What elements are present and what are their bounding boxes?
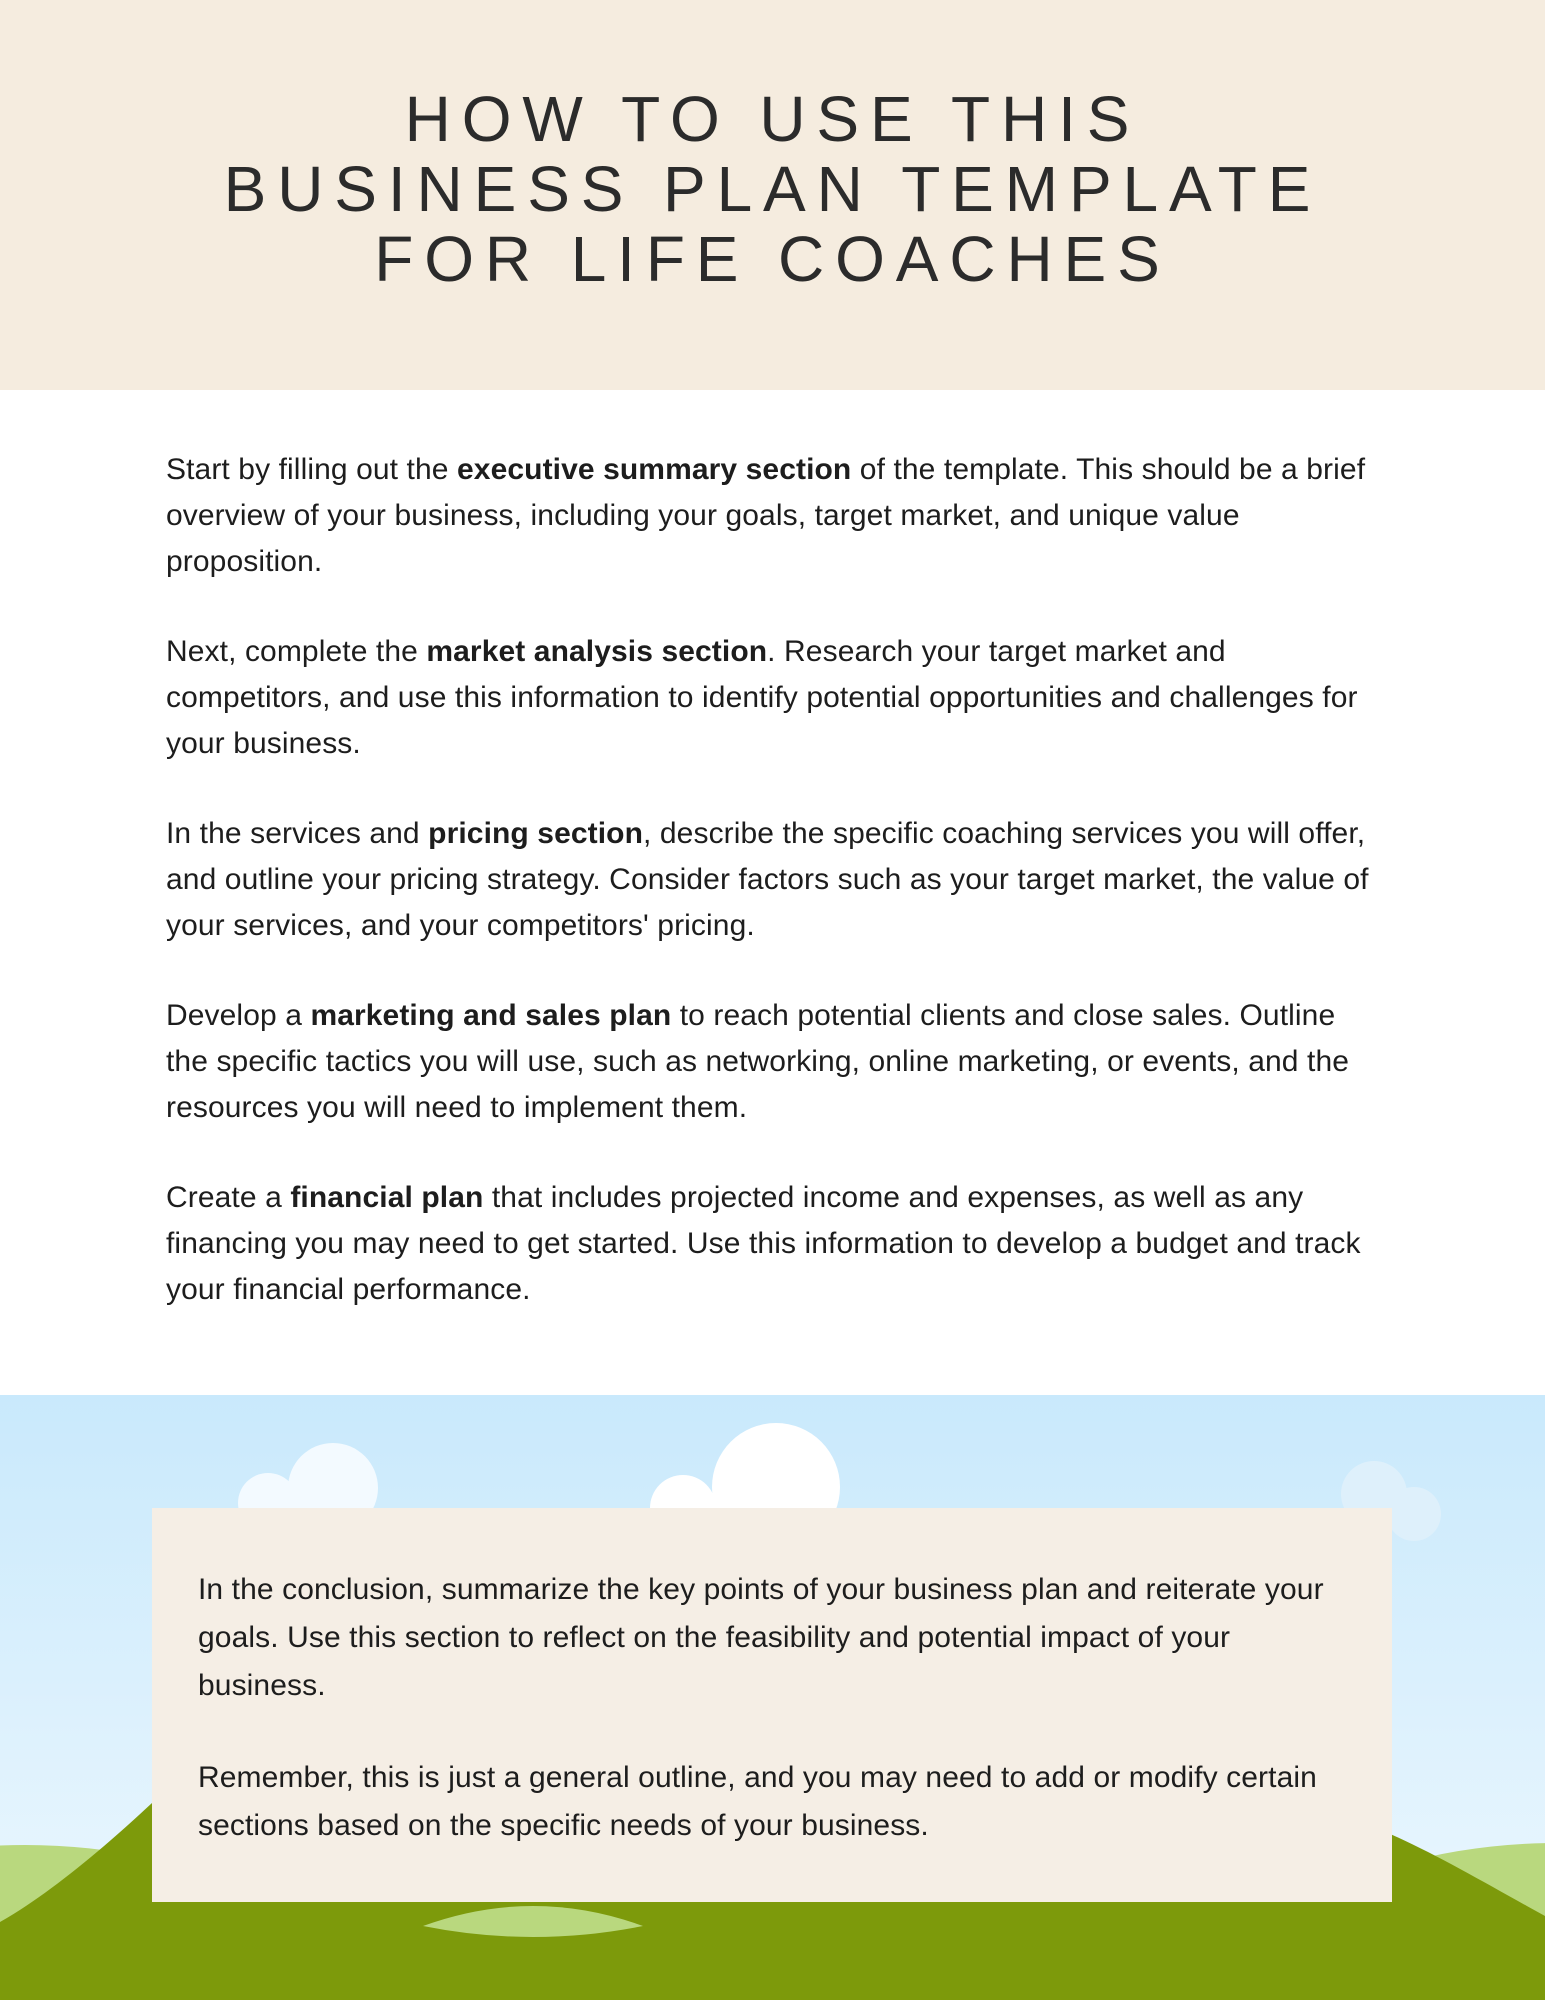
footer-illustration: [0, 1395, 1545, 2000]
page-title: [0, 84, 1545, 294]
intro-paragraph-market-analysis: Next, complete the market analysis section. Research your target market and competitors, and use this information to identify potential opportunities and challenges for your business.: [166, 635, 1358, 760]
page-title-line: FOR LIFE COACHES: [374, 223, 1171, 295]
intro-section: [0, 390, 1545, 1357]
conclusion-card: [152, 1508, 1392, 1902]
page-title-line: HOW TO USE THIS: [404, 83, 1141, 155]
intro-paragraph-marketing-sales: Develop a marketing and sales plan to reach potential clients and close sales. Outline the specific tactics you will use, such as networking, online marketing, or events, and the resources you will need to implement them.: [166, 999, 1350, 1124]
intro-paragraph-financial-plan: Create a financial plan that includes projected income and expenses, as well as any financing you may need to get started. Use this information to develop a budget and track your financial performance.: [166, 1181, 1361, 1306]
header-section: [0, 0, 1545, 390]
intro-paragraph-pricing: In the services and pricing section, describe the specific coaching services you will offer, and outline your pricing strategy. Consider factors such as your target market, the value of your services, and your competitors' pricing.: [166, 817, 1369, 942]
page-title-line: BUSINESS PLAN TEMPLATE: [223, 153, 1322, 225]
reminder-paragraph: Remember, this is just a general outline, and you may need to add or modify certain sections based on the specific needs of your business.: [198, 1761, 1317, 1842]
conclusion-paragraph: In the conclusion, summarize the key points of your business plan and reiterate your goals. Use this section to reflect on the feasibility and potential impact of your business.: [198, 1573, 1324, 1702]
intro-paragraph-executive-summary: Start by filling out the executive summary section of the template. This should be a brief overview of your business, including your goals, target market, and unique value proposition.: [166, 453, 1366, 578]
